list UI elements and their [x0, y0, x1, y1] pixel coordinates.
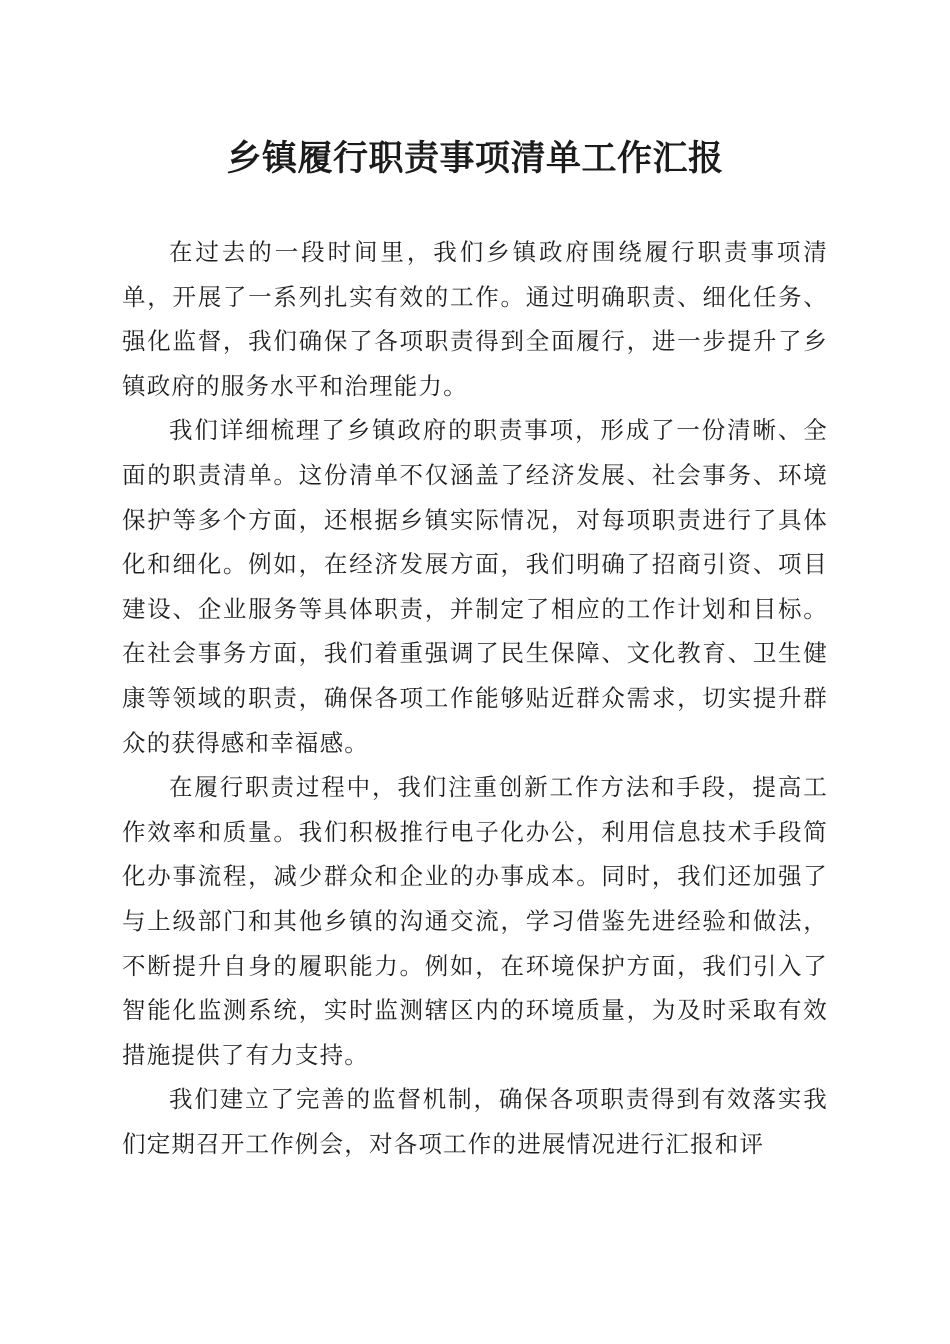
paragraph-2: 我们详细梳理了乡镇政府的职责事项，形成了一份清晰、全面的职责清单。这份清单不仅涵盖了经济发展、社会事务、环境保护等多个方面，还根据乡镇实际情况，对每项职责进行了具体化和细化。例如，在经济发展方面，我们明确了招商引资、项目建设、企业服务等具体职责，并制定了相应的工作计划和目标。在社会事务方面，我们着重强调了民生保障、文化教育、卫生健康等领域的职责，确保各项工作能够贴近群众需求，切实提升群众的获得感和幸福感。 [122, 416, 828, 757]
document-title: 乡镇履行职责事项清单工作汇报 [226, 138, 724, 179]
paragraph-3: 在履行职责过程中，我们注重创新工作方法和手段，提高工作效率和质量。我们积极推行电子化办公，利用信息技术手段简化办事流程，减少群众和企业的办事成本。同时，我们还加强了与上级部门和其他乡镇的沟通交流，学习借鉴先进经验和做法，不断提升自身的履职能力。例如，在环境保护方面，我们引入了智能化监测系统，实时监测辖区内的环境质量，为及时采取有效措施提供了有力支持。 [122, 773, 828, 1069]
paragraph-1: 在过去的一段时间里，我们乡镇政府围绕履行职责事项清单，开展了一系列扎实有效的工作。通过明确职责、细化任务、强化监督，我们确保了各项职责得到全面履行，进一步提升了乡镇政府的服务水平和治理能力。 [122, 238, 828, 400]
document-body [122, 230, 828, 1166]
paragraph-4: 我们建立了完善的监督机制，确保各项职责得到有效落实我们定期召开工作例会，对各项工作的进展情况进行汇报和评 [122, 1085, 828, 1158]
